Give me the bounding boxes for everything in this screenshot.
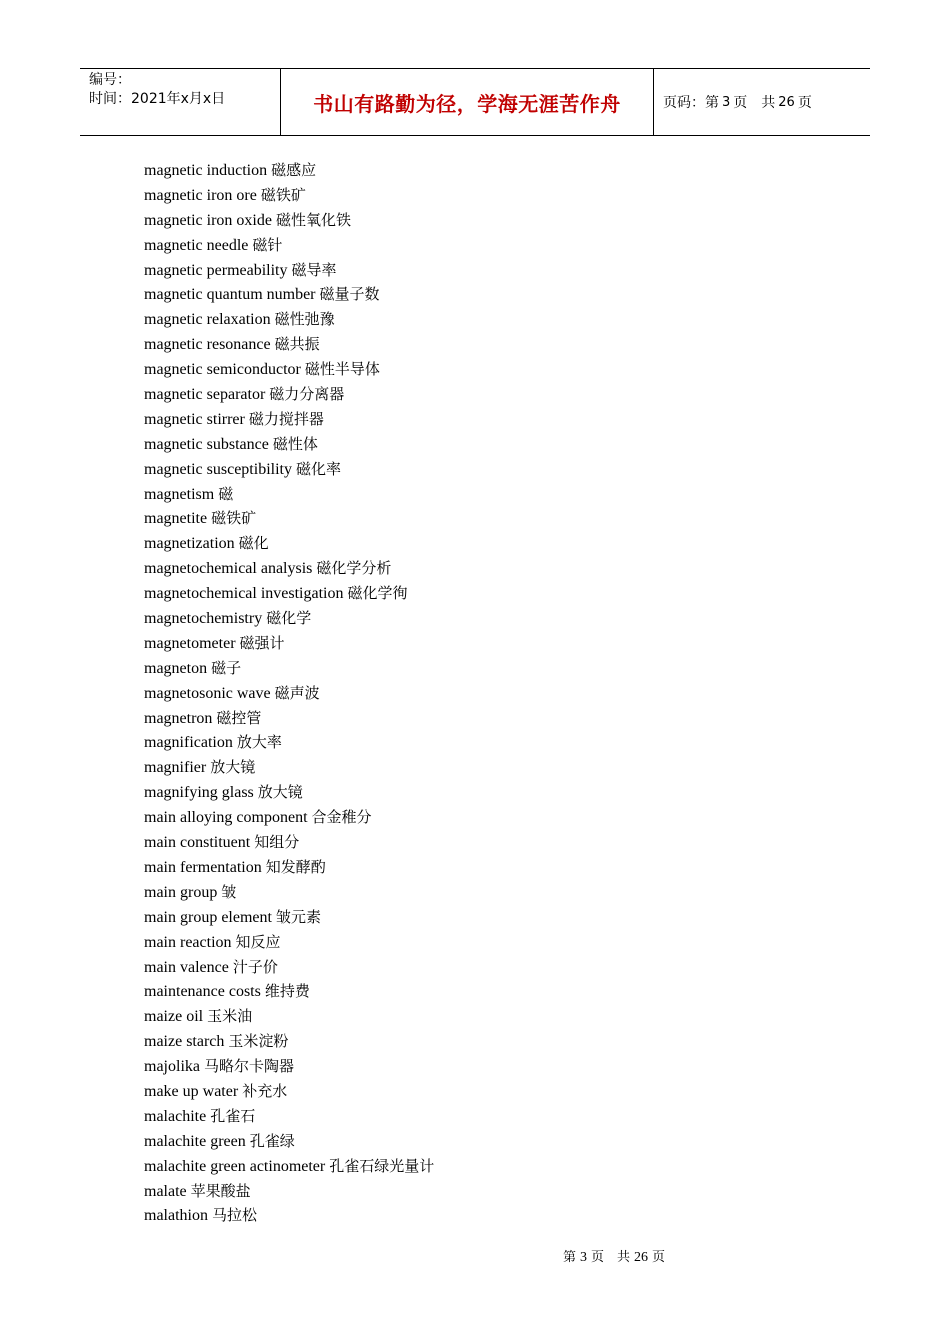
footer-suffix: 页	[652, 1250, 666, 1265]
entry-english-term: magnetic stirrer	[144, 410, 245, 428]
entry-chinese-term: 磁铁矿	[211, 509, 257, 528]
entry-chinese-term: 磁性半导体	[304, 360, 380, 379]
entry-english-term: magnetosonic wave	[144, 684, 271, 702]
entry-english-term: magnetization	[144, 535, 235, 553]
footer-total: 26	[634, 1250, 649, 1265]
glossary-entry	[144, 730, 434, 755]
glossary-entry	[144, 432, 434, 457]
entry-chinese-term: 磁针	[252, 235, 283, 254]
footer-current: 3	[580, 1250, 588, 1265]
entry-english-term: magnetochemistry	[144, 610, 263, 628]
entry-english-term: magnifying glass	[144, 784, 254, 802]
glossary-entry	[144, 656, 434, 681]
entry-english-term: malachite green actinometer	[144, 1157, 326, 1175]
entry-chinese-term: 孔雀绿	[249, 1131, 295, 1150]
glossary-entry	[144, 805, 434, 830]
glossary-entry	[144, 1154, 434, 1179]
glossary-entry	[144, 1054, 434, 1079]
glossary-entry	[144, 307, 434, 332]
glossary-entry	[144, 1079, 434, 1104]
entry-english-term: magnetic permeability	[144, 261, 288, 279]
glossary-entry	[144, 531, 434, 556]
entry-chinese-term: 知反应	[235, 932, 281, 951]
glossary-entry	[144, 282, 434, 307]
glossary-entry	[144, 755, 434, 780]
entry-chinese-term: 皱	[221, 882, 237, 901]
entry-chinese-term: 汁子价	[232, 957, 278, 976]
entry-english-term: magnetic substance	[144, 435, 269, 453]
page-total: 26	[778, 94, 795, 110]
page-prefix: 页码：第	[663, 95, 719, 111]
entry-chinese-term: 磁力搅拌器	[248, 409, 324, 428]
glossary-entry	[144, 1029, 434, 1054]
glossary-entry	[144, 382, 434, 407]
entry-chinese-term: 玉米淀粉	[228, 1032, 289, 1051]
entry-chinese-term: 磁铁矿	[260, 185, 306, 204]
entry-chinese-term: 孔雀石绿光量计	[329, 1156, 435, 1175]
entry-chinese-term: 苹果酸盐	[190, 1181, 251, 1200]
footer-prefix: 第	[563, 1250, 577, 1265]
entry-chinese-term: 维持费	[264, 982, 310, 1001]
glossary-entry	[144, 706, 434, 731]
header-meta	[80, 69, 281, 135]
entry-chinese-term: 磁化率	[295, 459, 341, 478]
entry-english-term: maintenance costs	[144, 983, 261, 1001]
entry-english-term: malate	[144, 1182, 187, 1200]
entry-chinese-term: 磁化学分析	[316, 559, 392, 578]
entry-english-term: magnetic separator	[144, 386, 266, 404]
entry-chinese-term: 合金稚分	[311, 808, 372, 827]
glossary-entry	[144, 606, 434, 631]
entry-chinese-term: 皱元素	[275, 907, 321, 926]
entry-chinese-term: 磁感应	[271, 161, 317, 179]
footer-mid: 页 共	[591, 1250, 631, 1265]
page-header	[80, 68, 870, 136]
entry-chinese-term: 磁性氧化铁	[275, 210, 351, 229]
glossary-entry	[144, 258, 434, 283]
entry-english-term: maize oil	[144, 1008, 204, 1026]
glossary-entry	[144, 1004, 434, 1029]
glossary-entry	[144, 357, 434, 382]
header-motto: 书山有路勤为径，学海无涯苦作舟	[281, 69, 654, 135]
entry-english-term: magnetism	[144, 485, 215, 503]
entry-english-term: main alloying component	[144, 809, 308, 827]
header-page-info	[654, 69, 870, 135]
glossary-entry	[144, 930, 434, 955]
entry-chinese-term: 放大率	[236, 733, 282, 752]
page-suffix: 页	[797, 95, 812, 111]
entry-english-term: malachite	[144, 1107, 207, 1125]
entry-chinese-term: 磁性体	[272, 434, 318, 453]
entry-english-term: magnetic resonance	[144, 336, 271, 354]
document-time-label: 时间：2021年x月x日	[89, 91, 226, 107]
entry-chinese-term: 磁性弛豫	[274, 310, 335, 329]
glossary-entry	[144, 482, 434, 507]
entry-english-term: malathion	[144, 1207, 208, 1225]
entry-english-term: magnetic susceptibility	[144, 460, 292, 478]
entry-chinese-term: 磁控管	[216, 708, 262, 727]
glossary-entry	[144, 407, 434, 432]
glossary-entry	[144, 1203, 434, 1228]
entry-chinese-term: 磁量子数	[319, 285, 380, 304]
entry-english-term: main reaction	[144, 933, 232, 951]
entry-chinese-term: 放大镜	[257, 783, 303, 802]
entry-english-term: magnetochemical investigation	[144, 585, 344, 603]
entry-english-term: magnetic quantum number	[144, 286, 316, 304]
entry-english-term: magnifier	[144, 759, 207, 777]
entry-english-term: make up water	[144, 1082, 239, 1100]
entry-chinese-term: 玉米油	[207, 1007, 253, 1026]
page-current: 3	[722, 94, 731, 110]
entry-chinese-term: 磁导率	[291, 260, 337, 279]
entry-english-term: main constituent	[144, 834, 251, 852]
entry-chinese-term: 磁声波	[274, 683, 320, 702]
entry-english-term: main valence	[144, 958, 229, 976]
glossary-entry	[144, 581, 434, 606]
entry-chinese-term: 孔雀石	[210, 1106, 256, 1125]
entry-english-term: magnetic iron ore	[144, 186, 257, 204]
page-mid: 页 共	[733, 95, 776, 111]
glossary-entry	[144, 158, 434, 183]
glossary-entry	[144, 233, 434, 258]
glossary-entry	[144, 681, 434, 706]
glossary-entry	[144, 880, 434, 905]
entry-english-term: malachite green	[144, 1132, 246, 1150]
entry-chinese-term: 放大镜	[210, 758, 256, 777]
glossary-entry	[144, 979, 434, 1004]
glossary-entry	[144, 780, 434, 805]
glossary-entry	[144, 332, 434, 357]
entry-chinese-term: 磁化	[238, 534, 269, 553]
entry-chinese-term: 知发酵酌	[265, 857, 326, 876]
entry-chinese-term: 磁化学徇	[347, 584, 408, 603]
entry-chinese-term: 马略尔卡陶器	[203, 1057, 294, 1076]
entry-chinese-term: 磁	[218, 484, 234, 503]
entry-english-term: magnetochemical analysis	[144, 560, 313, 578]
glossary-entry	[144, 855, 434, 880]
entry-english-term: magnetometer	[144, 634, 236, 652]
entry-english-term: magneton	[144, 659, 208, 677]
entry-english-term: majolika	[144, 1058, 200, 1076]
entry-english-term: main group element	[144, 908, 272, 926]
entry-chinese-term: 马拉松	[211, 1206, 257, 1225]
entry-english-term: magnetic needle	[144, 236, 249, 254]
entry-chinese-term: 磁子	[211, 658, 242, 677]
glossary-entry	[144, 955, 434, 980]
glossary-entry	[144, 556, 434, 581]
glossary-entry	[144, 183, 434, 208]
entry-english-term: magnetic iron oxide	[144, 211, 272, 229]
entry-english-term: maize starch	[144, 1033, 225, 1051]
glossary-entry	[144, 1104, 434, 1129]
entry-chinese-term: 磁共振	[274, 335, 320, 354]
glossary-entry	[144, 830, 434, 855]
glossary-entry	[144, 208, 434, 233]
entry-english-term: main fermentation	[144, 858, 262, 876]
glossary-entry	[144, 1129, 434, 1154]
glossary-list	[144, 158, 434, 1228]
glossary-entry	[144, 1179, 434, 1204]
entry-english-term: main group	[144, 883, 218, 901]
entry-chinese-term: 知组分	[254, 833, 300, 852]
glossary-entry	[144, 506, 434, 531]
entry-chinese-term: 磁化学	[266, 609, 312, 628]
entry-english-term: magnetic semiconductor	[144, 361, 301, 379]
footer-page-number	[563, 1246, 665, 1266]
entry-english-term: magnification	[144, 734, 233, 752]
entry-english-term: magnetic induction	[144, 162, 268, 179]
entry-english-term: magnetic relaxation	[144, 311, 271, 329]
entry-chinese-term: 磁力分离器	[269, 385, 345, 404]
glossary-entry	[144, 905, 434, 930]
entry-english-term: magnetite	[144, 510, 208, 528]
document-number-label: 编号：	[89, 72, 131, 88]
entry-chinese-term: 补充水	[242, 1081, 288, 1100]
entry-english-term: magnetron	[144, 709, 213, 727]
glossary-entry	[144, 457, 434, 482]
entry-chinese-term: 磁强计	[239, 633, 285, 652]
glossary-entry	[144, 631, 434, 656]
